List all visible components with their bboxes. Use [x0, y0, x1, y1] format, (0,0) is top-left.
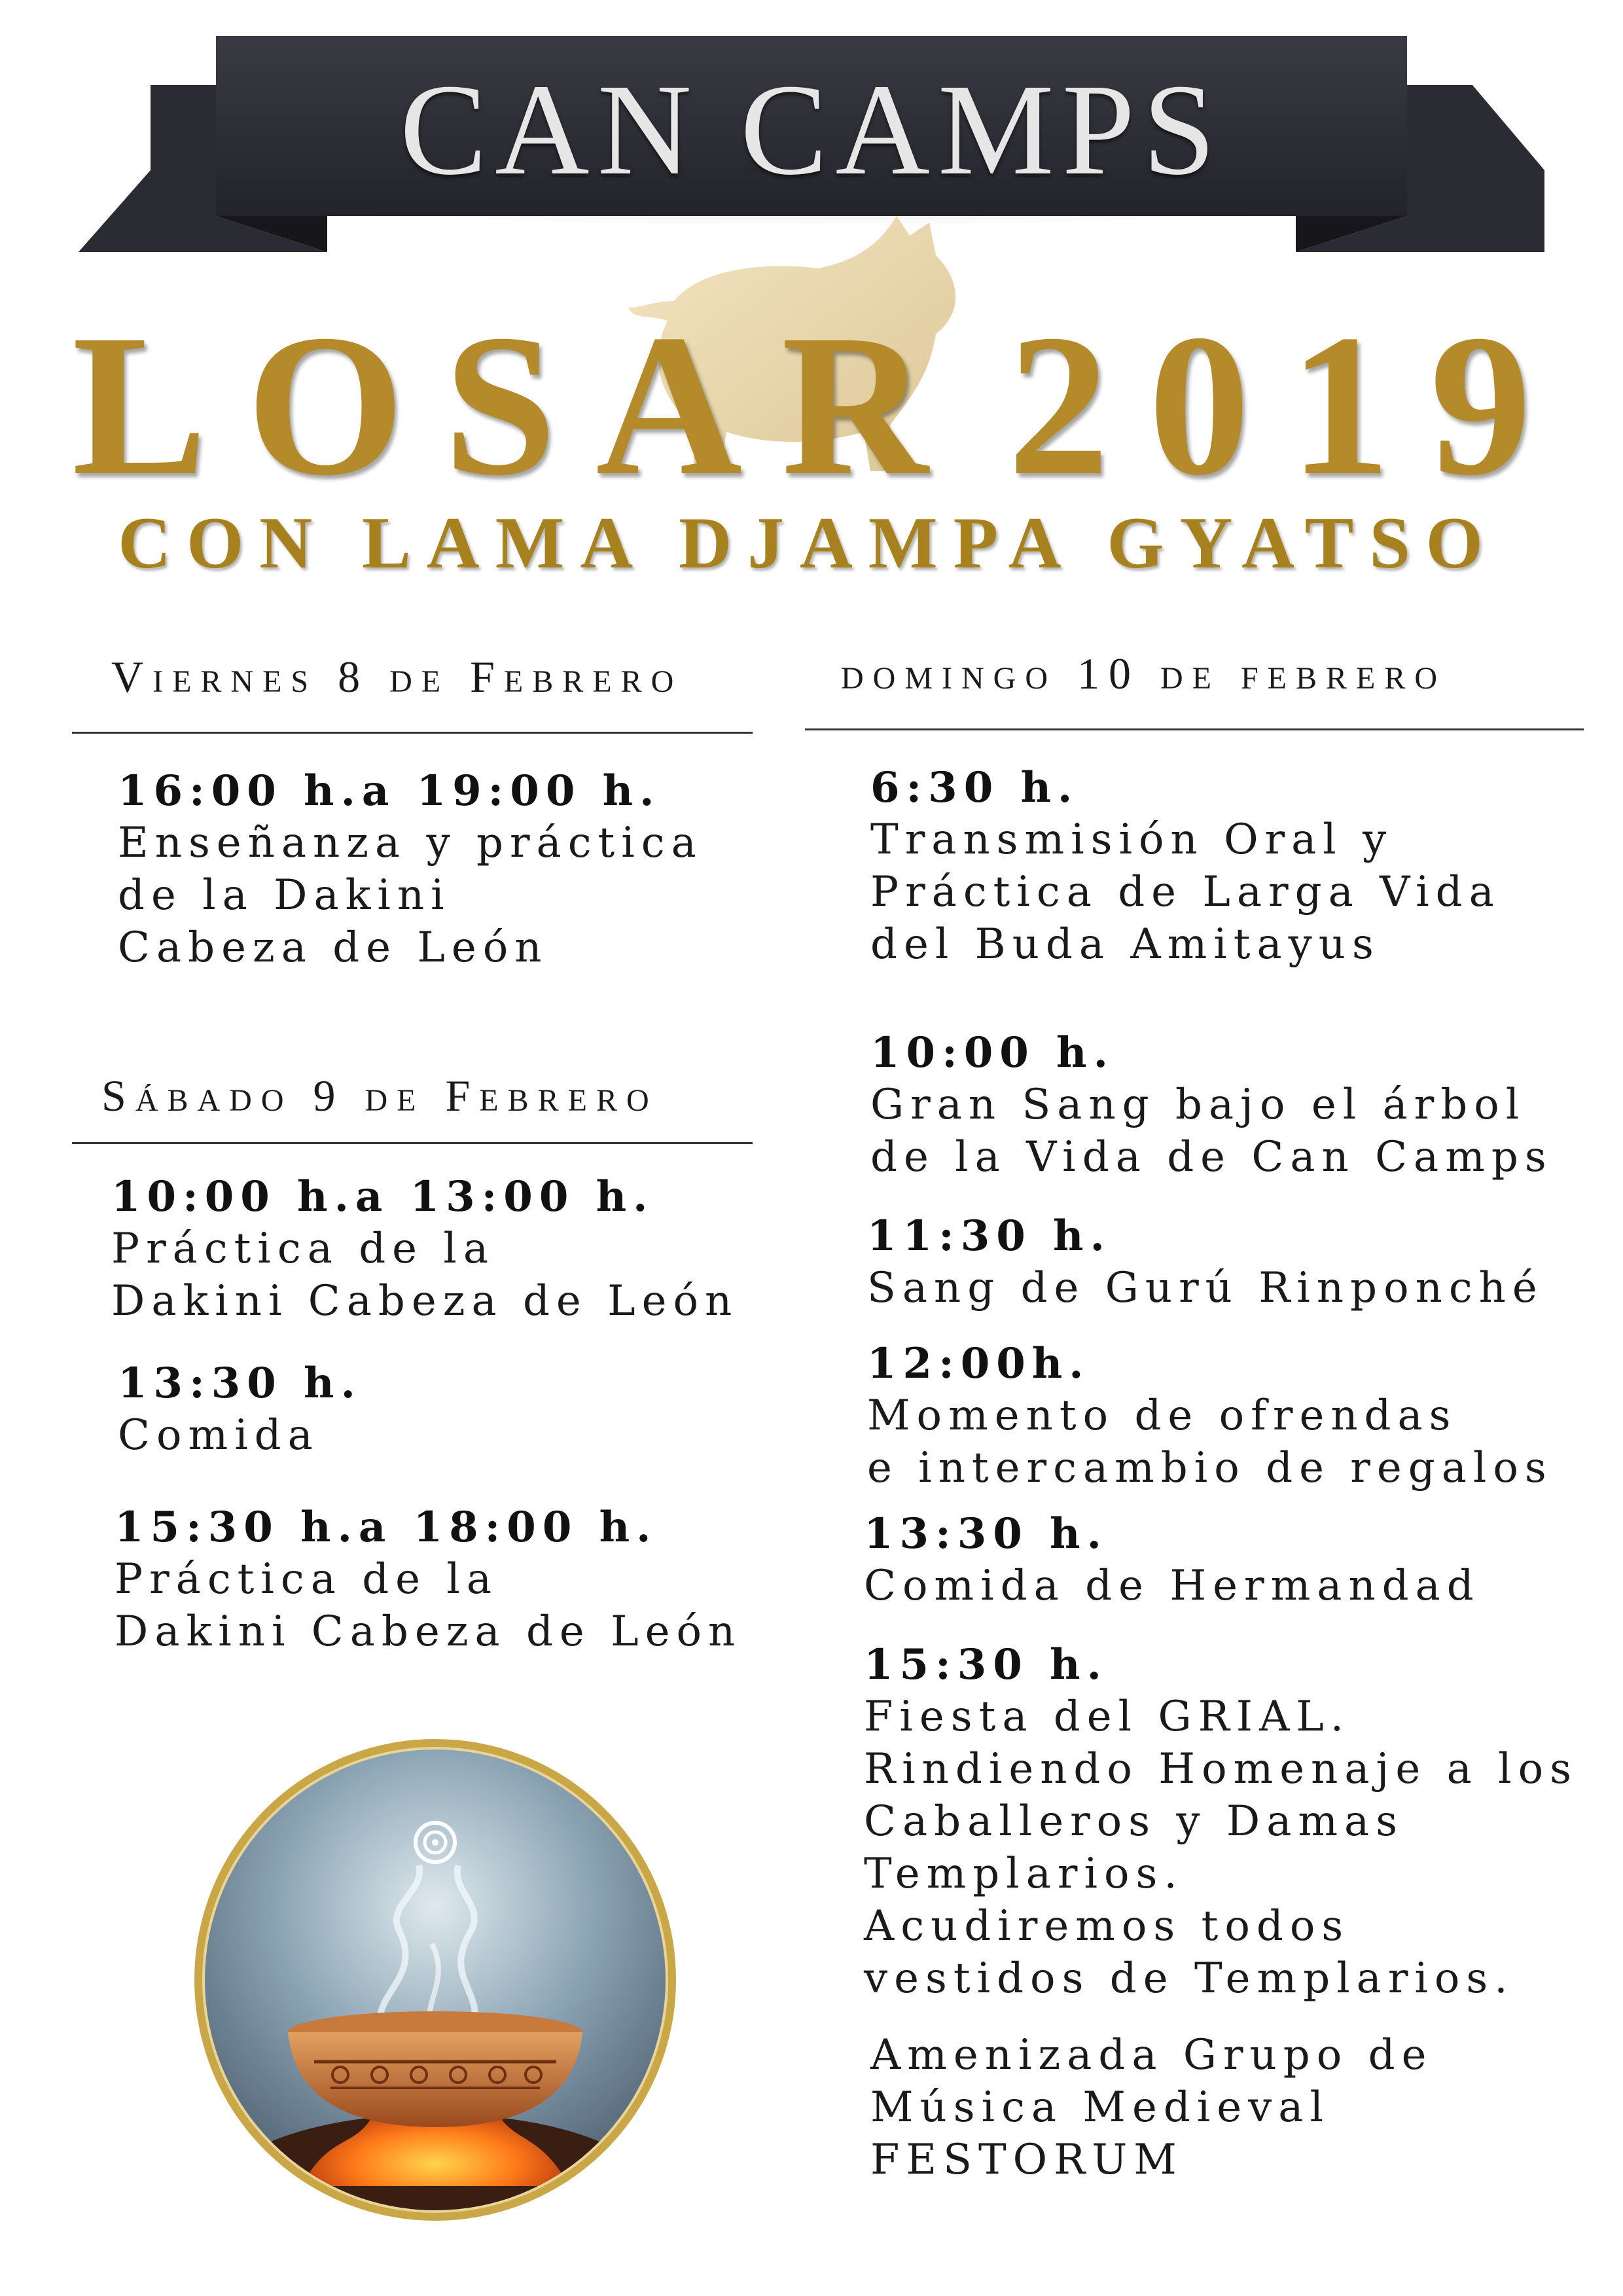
title-year: 2019 [1008, 293, 1571, 518]
entry-time: 10:00 h.a 13:00 h. [111, 1172, 654, 1221]
entry-line: Dakini Cabeza de León [111, 1277, 739, 1325]
saturday-entry-2 [118, 1358, 362, 1462]
entry-line: Fiesta del GRIAL. [864, 1693, 1351, 1741]
entry-line: e intercambio de regalos [867, 1444, 1553, 1492]
sunday-entry-5 [864, 1509, 1480, 1612]
banner-title: CAN CAMPS [399, 57, 1224, 202]
sunday-entry-2 [870, 1028, 1553, 1183]
entry-time: 15:30 h. [864, 1640, 1108, 1689]
entry-line: Comida de Hermandad [864, 1562, 1480, 1610]
sunday-entry-3 [867, 1211, 1544, 1314]
friday-entry-1 [118, 766, 703, 974]
entry-line: de la Dakini [118, 871, 451, 920]
sunday-closing [870, 2029, 1433, 2186]
entry-line: Práctica de la [115, 1555, 498, 1604]
entry-line: Cabeza de León [118, 924, 548, 972]
friday-divider [72, 732, 753, 734]
entry-line: Caballeros y Damas [864, 1797, 1404, 1846]
entry-line: Rindiendo Homenaje a los [864, 1745, 1578, 1793]
saturday-divider [72, 1142, 753, 1144]
entry-line: vestidos de Templarios. [864, 1954, 1514, 2003]
sunday-header: domingo 10 de febrero [841, 649, 1447, 698]
entry-time: 13:30 h. [864, 1509, 1108, 1558]
entry-line: Práctica de Larga Vida [870, 868, 1501, 916]
entry-line: de la Vida de Can Camps [870, 1133, 1553, 1181]
grail-image [190, 1734, 681, 2225]
entry-line: Templarios. [864, 1850, 1184, 1898]
sunday-entry-6 [864, 1640, 1578, 2005]
entry-time: 11:30 h. [867, 1211, 1111, 1261]
entry-line: Acudiremos todos [864, 1902, 1350, 1950]
main-title [72, 293, 1571, 518]
entry-line: Enseñanza y práctica [118, 819, 703, 867]
title-losar: LOSAR [72, 293, 968, 518]
closing-line: Amenizada Grupo de [870, 2031, 1433, 2079]
entry-line: Comida [118, 1411, 319, 1460]
entry-line: Práctica de la [111, 1225, 495, 1273]
saturday-entry-1 [111, 1172, 738, 1327]
entry-time: 13:30 h. [118, 1359, 362, 1408]
closing-line: Música Medieval [870, 2083, 1330, 2132]
entry-line: Transmisión Oral y [870, 816, 1393, 864]
sunday-entry-4 [867, 1338, 1553, 1494]
saturday-header: Sábado 9 de Febrero [101, 1071, 658, 1121]
sunday-divider [805, 728, 1584, 730]
entry-line: Sang de Gurú Rinponché [867, 1264, 1544, 1312]
entry-line: Momento de ofrendas [867, 1391, 1457, 1440]
entry-time: 12:00h. [867, 1339, 1090, 1388]
entry-line: del Buda Amitayus [870, 920, 1380, 969]
friday-header: Viernes 8 de Febrero [111, 652, 683, 702]
closing-line: FESTORUM [870, 2136, 1183, 2184]
sunday-entry-1 [870, 762, 1501, 971]
entry-time: 15:30 h.a 18:00 h. [115, 1503, 658, 1552]
entry-line: Gran Sang bajo el árbol [870, 1081, 1526, 1129]
entry-time: 6:30 h. [870, 763, 1079, 812]
entry-time: 16:00 h.a 19:00 h. [118, 766, 661, 816]
entry-line: Dakini Cabeza de León [115, 1607, 742, 1656]
saturday-entry-3 [115, 1502, 741, 1658]
subtitle: CON LAMA DJAMPA GYATSO [118, 502, 1499, 584]
entry-time: 10:00 h. [870, 1028, 1115, 1077]
